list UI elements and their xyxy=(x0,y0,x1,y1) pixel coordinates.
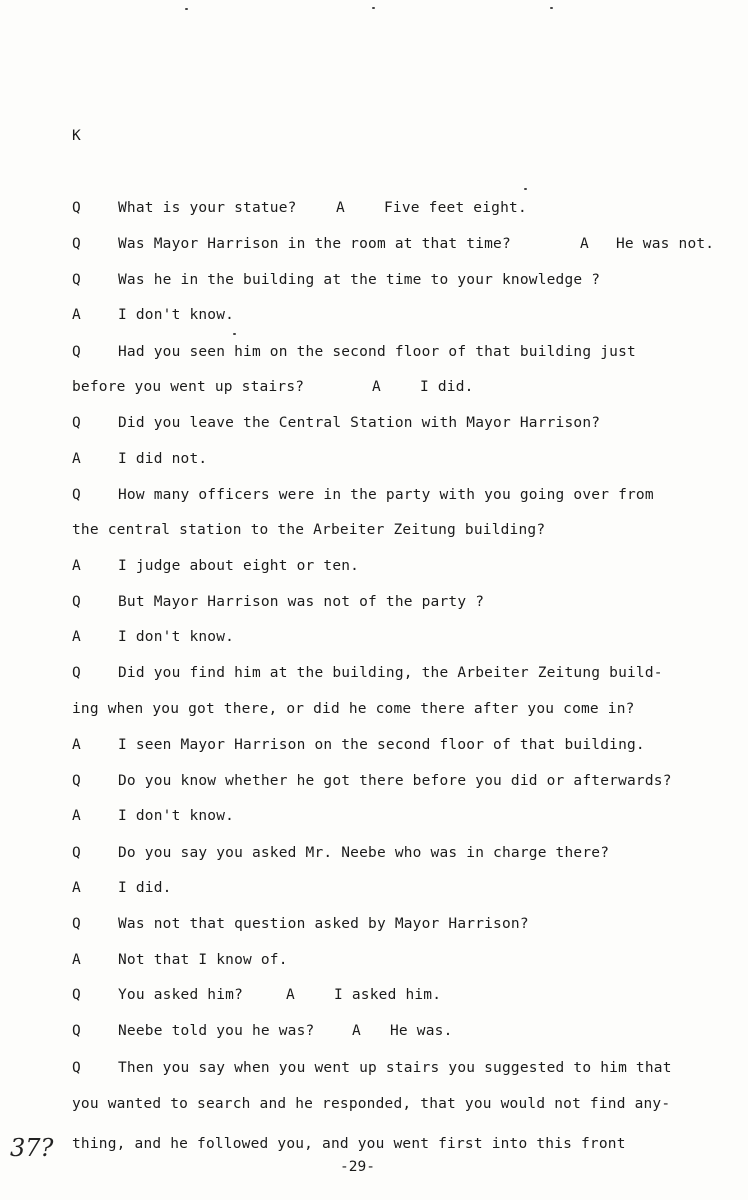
line-text: you wanted to search and he responded, that you would not find any- xyxy=(72,1096,671,1112)
question-label: Q xyxy=(72,773,81,789)
answer-label: A xyxy=(72,629,81,645)
inline-answer-label: A xyxy=(580,236,589,252)
transcript-line xyxy=(0,556,748,576)
question-label: Q xyxy=(72,987,81,1003)
answer-label: A xyxy=(72,952,81,968)
speck xyxy=(550,7,553,9)
question-label: Q xyxy=(72,236,81,252)
inline-answer-label: A xyxy=(286,987,295,1003)
transcript-line xyxy=(0,198,748,218)
question-label: Q xyxy=(72,1023,81,1039)
speck xyxy=(524,188,527,190)
inline-answer-label: A xyxy=(372,379,381,395)
transcript-line xyxy=(0,1021,748,1041)
speck xyxy=(185,8,188,10)
question-label: Q xyxy=(72,272,81,288)
line-text: I did. xyxy=(118,880,172,896)
transcript-line xyxy=(0,1058,748,1078)
transcript-line xyxy=(0,1134,748,1154)
transcript-line xyxy=(0,985,748,1005)
transcript-line xyxy=(0,663,748,683)
transcript-line xyxy=(0,520,748,540)
answer-label: A xyxy=(72,808,81,824)
transcript-line xyxy=(0,377,748,397)
answer-label: A xyxy=(72,451,81,467)
line-text: Do you know whether he got there before you did or afterwards? xyxy=(118,773,672,789)
line-text: I don't know. xyxy=(118,307,235,323)
question-label: Q xyxy=(72,200,81,216)
question-label: Q xyxy=(72,665,81,681)
line-text: Did you find him at the building, the Arbeiter Zeitung build- xyxy=(118,665,663,681)
transcript-line xyxy=(0,950,748,970)
question-label: Q xyxy=(72,487,81,503)
inline-answer-text: Five feet eight. xyxy=(384,200,527,216)
line-text: I don't know. xyxy=(118,629,235,645)
answer-label: A xyxy=(72,737,81,753)
line-text: Then you say when you went up stairs you suggested to him that xyxy=(118,1060,672,1076)
line-text: Had you seen him on the second floor of that building just xyxy=(118,344,636,360)
line-text: Was not that question asked by Mayor Harrison? xyxy=(118,916,529,932)
question-label: Q xyxy=(72,415,81,431)
answer-label: A xyxy=(72,307,81,323)
inline-answer-text: I did. xyxy=(420,379,474,395)
transcript-line xyxy=(0,806,748,826)
line-text: before you went up stairs? xyxy=(72,379,305,395)
line-text: Did you leave the Central Station with Mayor Harrison? xyxy=(118,415,601,431)
transcript-line xyxy=(0,843,748,863)
transcript-line xyxy=(0,305,748,325)
answer-label: A xyxy=(72,880,81,896)
question-label: Q xyxy=(72,594,81,610)
transcript-line xyxy=(0,234,748,254)
line-text: I seen Mayor Harrison on the second floor of that building. xyxy=(118,737,645,753)
line-text: You asked him? xyxy=(118,987,244,1003)
line-text: thing, and he followed you, and you went first into this front xyxy=(72,1136,626,1152)
transcript-line xyxy=(0,627,748,647)
line-text: Was Mayor Harrison in the room at that time? xyxy=(118,236,511,252)
inline-answer-text: He was not. xyxy=(616,236,715,252)
inline-answer-label: A xyxy=(336,200,345,216)
transcript-line xyxy=(0,592,748,612)
answer-label: A xyxy=(72,558,81,574)
line-text: I did not. xyxy=(118,451,208,467)
transcript-line xyxy=(0,699,748,719)
transcript-line xyxy=(0,485,748,505)
line-text: What is your statue? xyxy=(118,200,297,216)
line-text: Do you say you asked Mr. Neebe who was in charge there? xyxy=(118,845,610,861)
line-text: ing when you got there, or did he come there after you come in? xyxy=(72,701,635,717)
line-text: How many officers were in the party with you going over from xyxy=(118,487,654,503)
line-text: I judge about eight or ten. xyxy=(118,558,360,574)
handwritten-margin-note: 37? xyxy=(10,1134,54,1162)
inline-answer-text: He was. xyxy=(390,1023,453,1039)
line-text: Not that I know of. xyxy=(118,952,288,968)
transcript-line xyxy=(0,449,748,469)
line-text: Was he in the building at the time to your knowledge ? xyxy=(118,272,601,288)
speck xyxy=(372,7,375,9)
question-label: Q xyxy=(72,916,81,932)
speck xyxy=(233,333,236,335)
page-number: -29- xyxy=(340,1159,375,1175)
line-text: the central station to the Arbeiter Zeitung building? xyxy=(72,522,546,538)
question-label: Q xyxy=(72,845,81,861)
section-mark: K xyxy=(72,128,81,144)
line-text: Neebe told you he was? xyxy=(118,1023,315,1039)
transcript-line xyxy=(0,914,748,934)
inline-answer-text: I asked him. xyxy=(334,987,442,1003)
line-text: But Mayor Harrison was not of the party ? xyxy=(118,594,485,610)
transcript-line xyxy=(0,735,748,755)
transcript-line xyxy=(0,1094,748,1114)
transcript-line xyxy=(0,878,748,898)
transcript-line xyxy=(0,771,748,791)
question-label: Q xyxy=(72,344,81,360)
transcript-line xyxy=(0,342,748,362)
inline-answer-label: A xyxy=(352,1023,361,1039)
question-label: Q xyxy=(72,1060,81,1076)
transcript-line xyxy=(0,413,748,433)
transcript-line xyxy=(0,270,748,290)
line-text: I don't know. xyxy=(118,808,235,824)
